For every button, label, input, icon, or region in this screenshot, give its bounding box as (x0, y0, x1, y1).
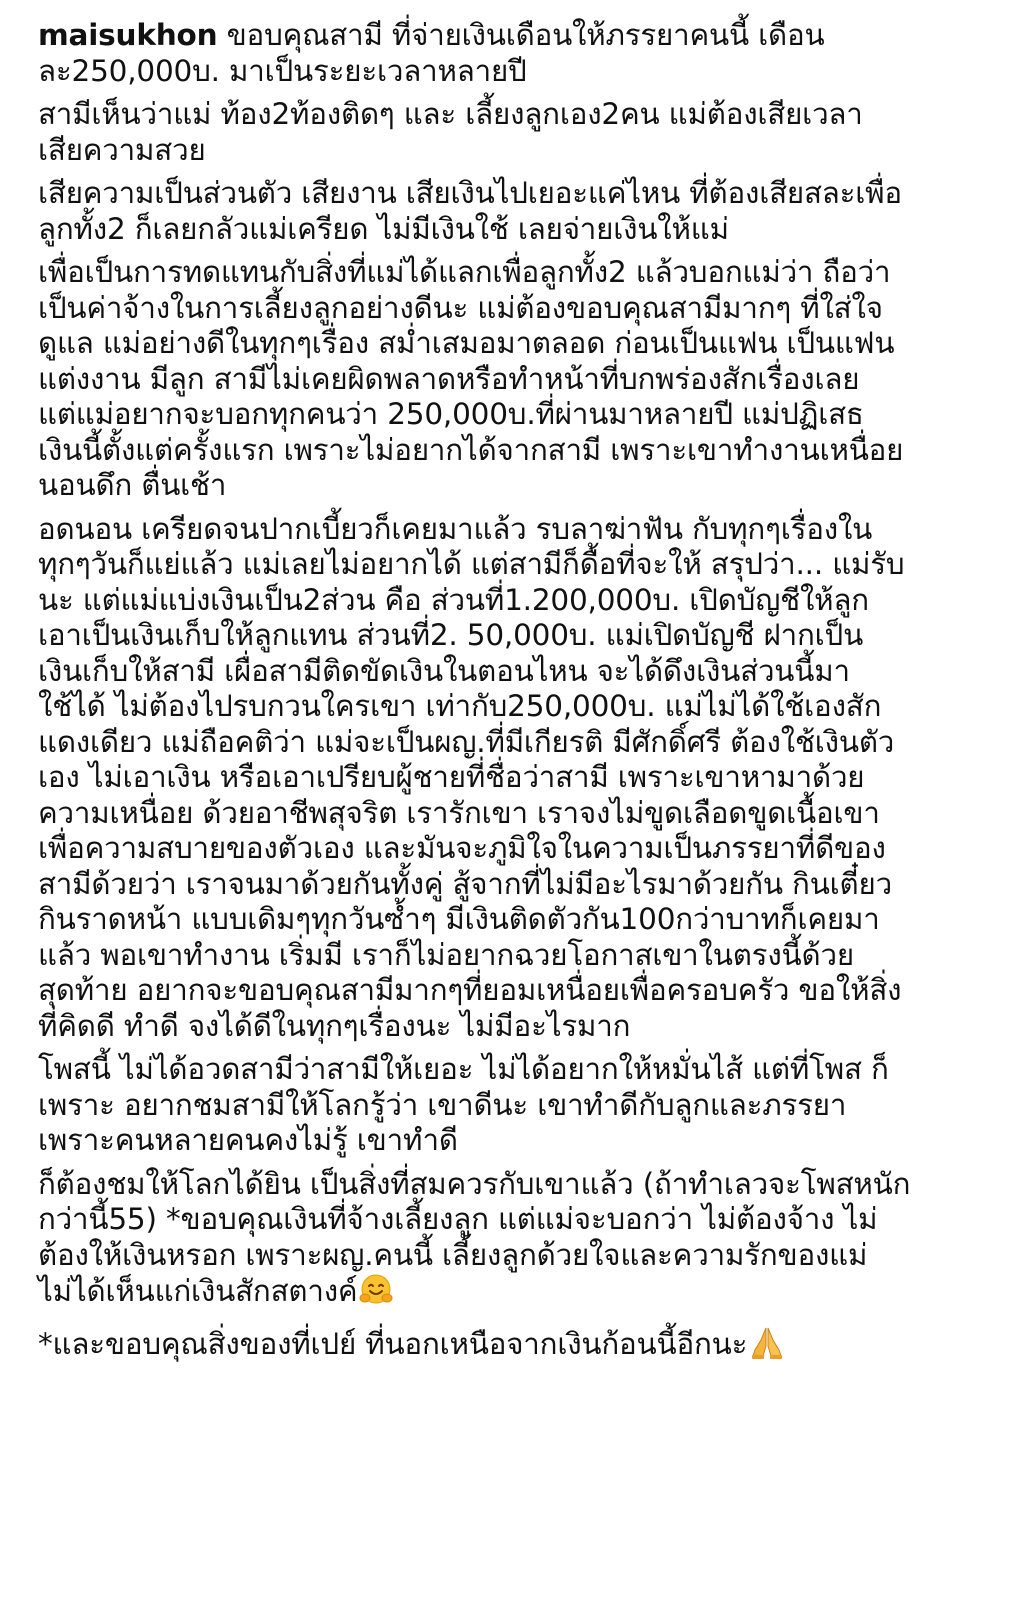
caption-paragraph (38, 512, 991, 1045)
caption-text: *และขอบคุณสิ่งของที่เปย์ ที่นอกเหนือจากเงินก้อนนี้อีกนะ (38, 1326, 748, 1361)
caption-line: กินราดหน้า แบบเดิมๆทุกวันซ้ำๆ มีเงินติดตัวกัน100กว่าบาทก็เคยมา (38, 902, 880, 936)
caption-paragraph (38, 18, 991, 89)
caption-paragraph (38, 176, 991, 247)
caption-line: นอนดึก ตื่นเช้า (38, 468, 227, 502)
caption-line: เสียความเป็นส่วนตัว เสียงาน เสียเงินไปเยอะแค่ไหน ที่ต้องเสียสละเพื่อ (38, 176, 902, 210)
caption-line: ที่คิดดี ทำดี จงได้ดีในทุกๆเรื่องนะ ไม่มีอะไรมาก (38, 1008, 631, 1043)
caption-paragraph (38, 1052, 991, 1159)
caption-text: ขอบคุณสามี ที่จ่ายเงินเดือนให้ภรรยาคนนี้ เดือน (226, 18, 825, 52)
caption-line: เงินเก็บให้สามี เผื่อสามีติดขัดเงินในตอนไหน จะได้ดึงเงินส่วนนี้มา (38, 653, 850, 688)
caption-line: เพื่อเป็นการทดแทนกับสิ่งที่แม่ได้แลกเพื่อลูกทั้ง2 แล้วบอกแม่ว่า ถือว่า (38, 255, 891, 289)
caption-paragraph (38, 97, 991, 168)
caption-line: กว่านี้55) *ขอบคุณเงินที่จ้างเลี้ยงลูก แต่แม่จะบอกว่า ไม่ต้องจ้าง ไม่ (38, 1202, 878, 1236)
folded-hands-icon (749, 1324, 785, 1369)
caption-line: แล้ว พอเขาทำงาน เริ่มมี เราก็ไม่อยากฉวยโอกาสเขาในตรงนี้ด้วย (38, 937, 854, 972)
caption-line: แต่แม่อยากจะบอกทุกคนว่า 250,000บ.ที่ผ่านมาหลายปี แม่ปฏิเสธ (38, 397, 864, 431)
caption-line: สามีด้วยว่า เราจนมาด้วยกันทั้งคู่ สู้จากที่ไม่มีอะไรมาด้วยกัน กินเตี๋ยว (38, 866, 892, 901)
caption-line: เสียความสวย (38, 132, 206, 167)
caption-line: สุดท้าย อยากจะขอบคุณสามีมากๆที่ยอมเหนื่อยเพื่อครอบครัว ขอให้สิ่ง (38, 973, 902, 1007)
caption-line: เอาเป็นเงินเก็บให้ลูกแทน ส่วนที่2. 50,000บ. แม่เปิดบัญชี ฝากเป็น (38, 618, 864, 652)
caption-line: นะ แต่แม่แบ่งเงินเป็น2ส่วน คือ ส่วนที่1.200,000บ. เปิดบัญชีให้ลูก (38, 582, 869, 617)
caption-paragraph (38, 255, 991, 504)
caption-line: แต่งงาน มีลูก สามีไม่เคยผิดพลาดหรือทำหน้าที่บกพร่องสักเรื่องเลย (38, 361, 860, 396)
caption-line: ความเหนื่อย ด้วยอาชีพสุจริต เรารักเขา เราจงไม่ขูดเลือดขูดเนื้อเขา (38, 795, 880, 830)
caption-line: เพื่อความสบายของตัวเอง และมันจะภูมิใจในความเป็นภรรยาที่ดีของ (38, 831, 886, 865)
username-link[interactable]: maisukhon (38, 18, 218, 52)
caption-paragraph (38, 1167, 991, 1316)
caption-line: เงินนี้ตั้งแต่ครั้งแรก เพราะไม่อยากได้จากสามี เพราะเขาทำงานเหนื่อย (38, 432, 904, 467)
caption-line: เพราะ อยากชมสามีให้โลกรู้ว่า เขาดีนะ เขาทำดีกับลูกและภรรยา (38, 1087, 847, 1122)
caption-line: แดงเดียว แม่ถือคติว่า แม่จะเป็นผญ.ที่มีเกียรติ มีศักดิ์ศรี ต้องใช้เงินตัว (38, 724, 895, 759)
caption-line: เป็นค่าจ้างในการเลี้ยงลูกอย่างดีนะ แม่ต้องขอบคุณสามีมากๆ ที่ใส่ใจ (38, 290, 883, 325)
hugging-face-icon (359, 1273, 393, 1316)
caption-line: ดูแล แม่อย่างดีในทุกๆเรื่อง สม่ำเสมอมาตลอด ก่อนเป็นแฟน เป็นแฟน (38, 326, 895, 360)
caption-line: เพราะคนหลายคนคงไม่รู้ เขาทำดี (38, 1123, 458, 1157)
caption-line (38, 1273, 991, 1316)
caption-line: ละ250,000บ. มาเป็นระยะเวลาหลายปี (38, 53, 527, 88)
caption-line (38, 1324, 991, 1369)
caption-line: ก็ต้องชมให้โลกได้ยิน เป็นสิ่งที่สมควรกับเขาแล้ว (ถ้าทำเลวจะโพสหนัก (38, 1166, 911, 1201)
caption-line (38, 18, 991, 54)
caption-line: สามีเห็นว่าแม่ ท้อง2ท้องติดๆ และ เลี้ยงลูกเอง2คน แม่ต้องเสียเวลา (38, 97, 863, 131)
caption-line: ลูกทั้ง2 ก็เลยกลัวแม่เครียด ไม่มีเงินใช้ เลยจ่ายเงินให้แม่ (38, 211, 729, 246)
caption-line: ต้องให้เงินหรอก เพราะผญ.คนนี้ เลี้ยงลูกด้วยใจและความรักของแม่ (38, 1237, 868, 1272)
caption-line: อดนอน เครียดจนปากเบี้ยวก็เคยมาแล้ว รบลาฆ่าฟัน กับทุกๆเรื่องใน (38, 511, 873, 546)
caption-line: ทุกๆวันก็แย่แล้ว แม่เลยไม่อยากได้ แต่สามีก็ดื้อที่จะให้ สรุปว่า... แม่รับ (38, 547, 905, 581)
caption-paragraph (38, 1324, 991, 1369)
caption-line: ใช้ได้ ไม่ต้องไปรบกวนใครเขา เท่ากับ250,000บ. แม่ไม่ได้ใช้เองสัก (38, 689, 882, 723)
caption-line: โพสนี้ ไม่ได้อวดสามีว่าสามีให้เยอะ ไม่ได้อยากให้หมั่นไส้ แต่ที่โพส ก็ (38, 1052, 889, 1086)
caption-text: ไม่ได้เห็นแก่เงินสักสตางค์ (38, 1274, 358, 1308)
caption-line: เอง ไม่เอาเงิน หรือเอาเปรียบผู้ชายที่ชื่อว่าสามี เพราะเขาหามาด้วย (38, 760, 865, 794)
